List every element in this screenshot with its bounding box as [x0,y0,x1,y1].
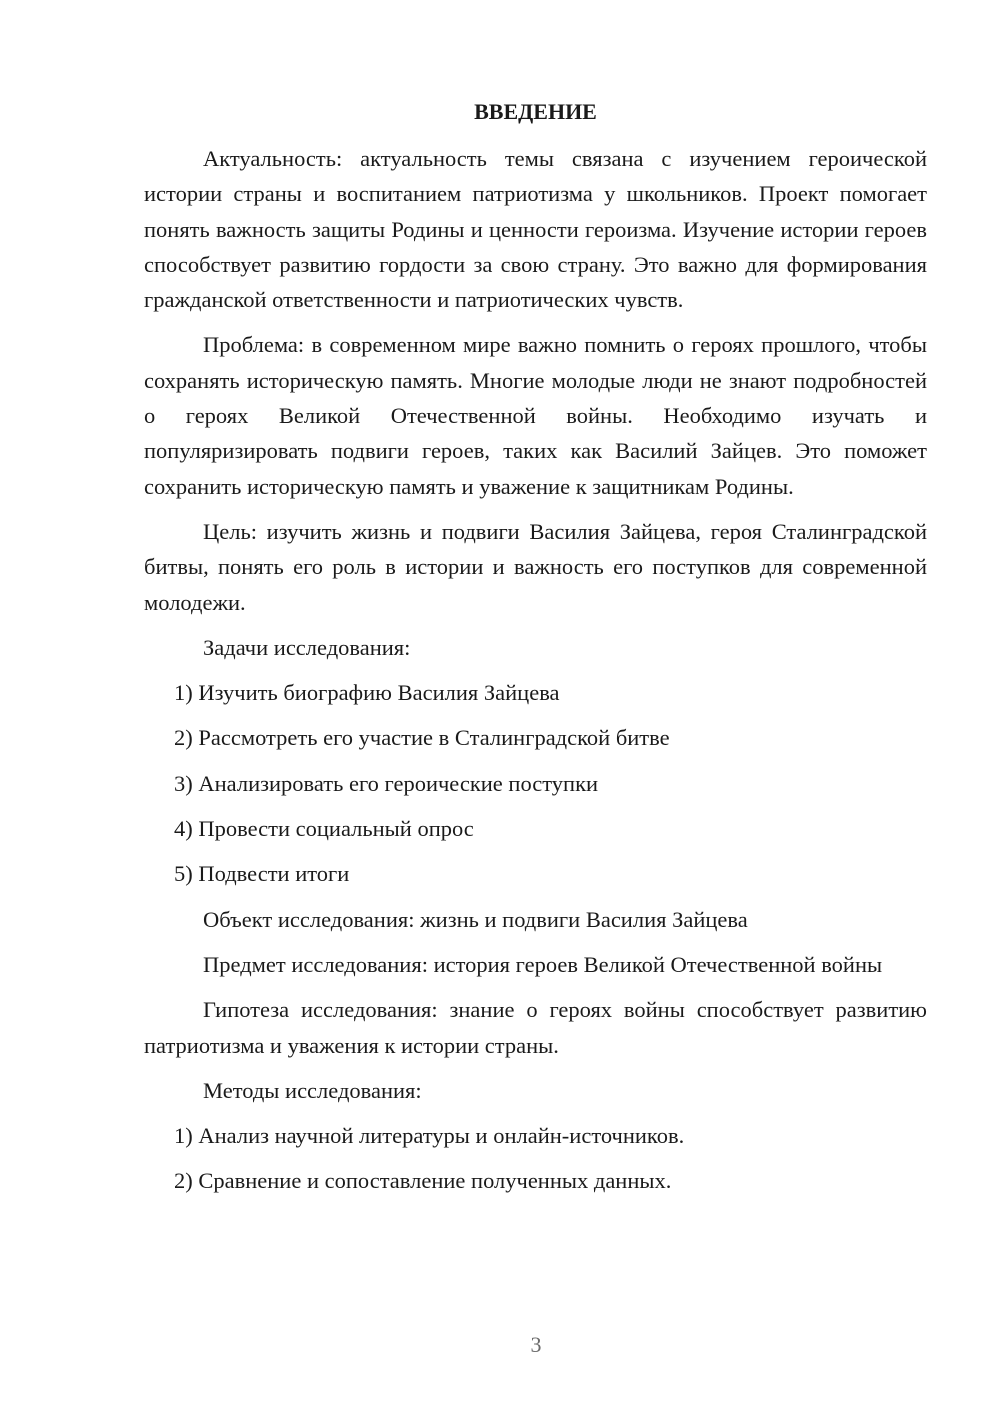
task-item: 1) Изучить биографию Василия Зайцева [174,680,560,706]
page-number: 3 [530,1332,542,1357]
hypothesis-paragraph: Гипотеза исследования: знание о героях войны способствует развитию патриотизма и уважения к истории страны. [144,997,927,1058]
methods-title: Методы исследования: [203,1077,422,1103]
task-item: 4) Провести социальный опрос [174,816,474,842]
problem-paragraph: Проблема: в современном мире важно помнить о героях прошлого, чтобы сохранять историческую память. Многие молодые люди не знают подробностей о героях Великой Отечественной войны. Необходимо изучать и популяризировать подвиги героев, таких как Василий Зайцев. Это поможет сохранить историческую память и уважение к защитникам Родины. [144,332,927,499]
object-paragraph: Объект исследования: жизнь и подвиги Василия Зайцева [203,906,748,932]
subject-paragraph: Предмет исследования: история героев Великой Отечественной войны [203,951,883,977]
task-item: 2) Рассмотреть его участие в Сталинградской битве [174,725,670,751]
method-item: 1) Анализ научной литературы и онлайн-источников. [174,1123,685,1149]
page-content [144,94,927,1209]
goal-paragraph: Цель: изучить жизнь и подвиги Василия Зайцева, героя Сталинградской битвы, понять его роль в истории и важность его поступков для современной молодежи. [144,518,927,615]
method-item: 2) Сравнение и сопоставление полученных данных. [174,1168,672,1194]
task-item: 5) Подвести итоги [174,861,350,887]
task-item: 3) Анализировать его героические поступки [174,770,599,796]
tasks-title: Задачи исследования: [203,634,411,660]
relevance-paragraph: Актуальность: актуальность темы связана с изучением героической истории страны и воспитанием патриотизма у школьников. Проект помогает понять важность защиты Родины и ценности героизма. Изучение истории героев способствует развитию гордости за свою страну. Это важно для формирования гражданской ответственности и патриотических чувств. [144,146,927,313]
section-heading: ВВЕДЕНИЕ [474,99,597,124]
